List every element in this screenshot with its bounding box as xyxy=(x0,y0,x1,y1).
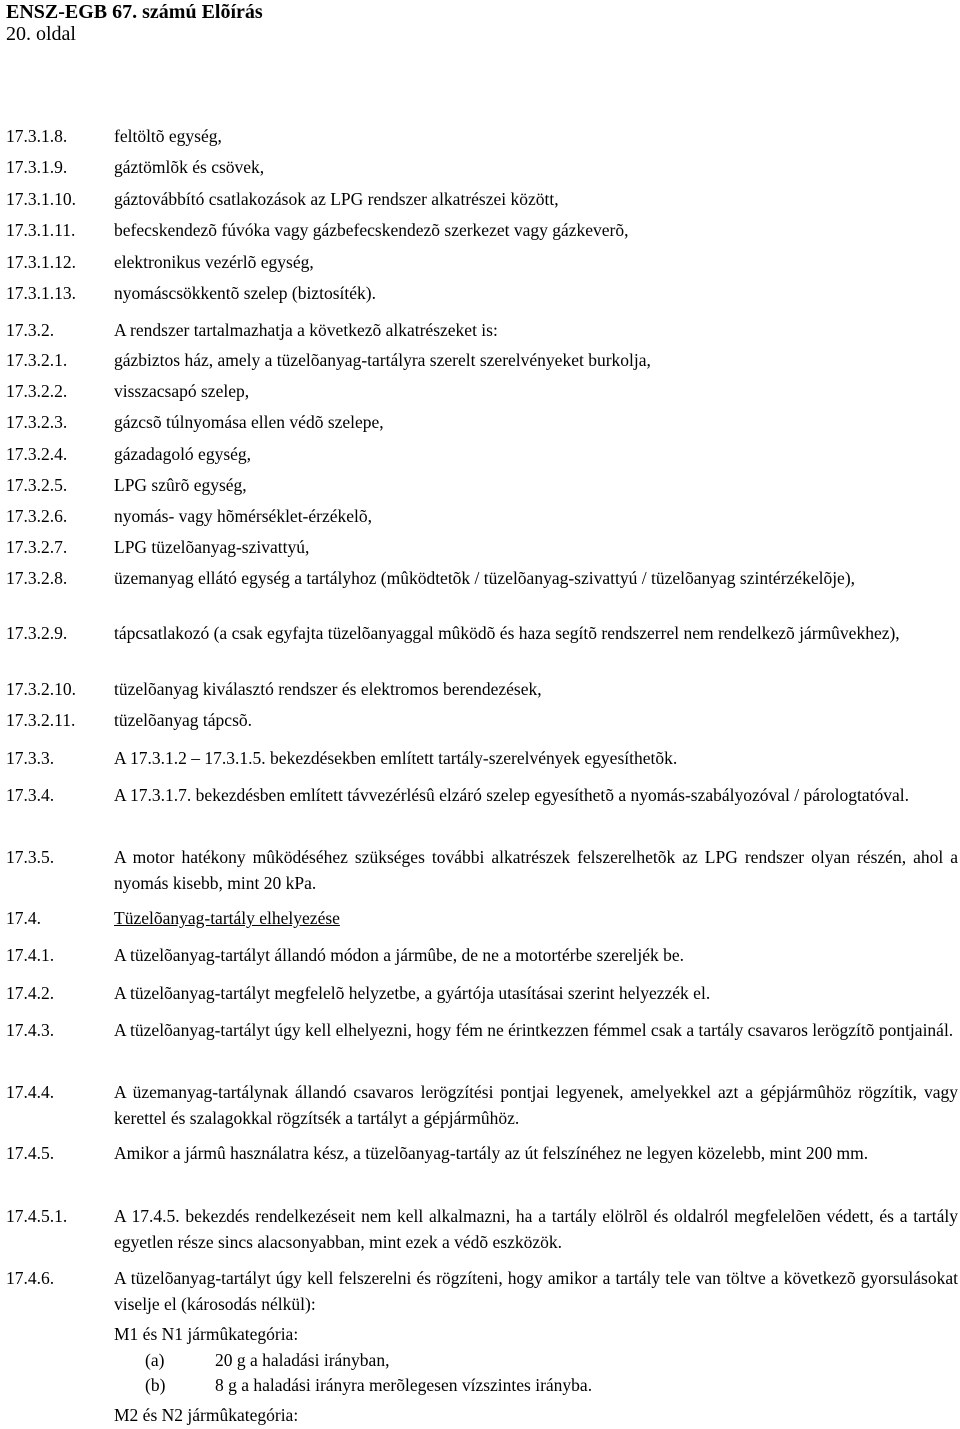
item-number: 17.3.1.9. xyxy=(6,157,68,177)
item-number: 17.4.1. xyxy=(6,945,55,965)
item-text: A 17.4.5. bekezdés rendelkezéseit nem kell alkalmazni, ha a tartály elölrõl és oldalról megfelelõen védett, és a tartály egyetlen része sincs alacsonyabban, mint ezek a védõ eszközök. xyxy=(114,1206,958,1252)
item-number: 17.3.1.10. xyxy=(6,189,76,209)
item-text: A rendszer tartalmazhatja a következõ alkatrészeket is: xyxy=(114,320,498,340)
sub-item-text: 8 g a haladási irányra merõlegesen vízszintes irányba. xyxy=(215,1375,593,1395)
item-number: 17.3.5. xyxy=(6,847,55,867)
item-text: visszacsapó szelep, xyxy=(114,381,250,401)
item-text: üzemanyag ellátó egység a tartályhoz (mûködtetõk / tüzelõanyag-szivattyú / tüzelõanyag szintérzékelõje), xyxy=(114,568,856,588)
section-title: Tüzelõanyag-tartály elhelyezése xyxy=(114,908,340,928)
item-number: 17.3.2.10. xyxy=(6,679,76,699)
item-text: gáztömlõk és csövek, xyxy=(114,157,265,177)
item-number: 17.4.6. xyxy=(6,1268,55,1288)
item-text: befecskendezõ fúvóka vagy gázbefecskendezõ szerkezet vagy gázkeverõ, xyxy=(114,220,629,240)
item-number: 17.4.2. xyxy=(6,983,55,1003)
item-number: 17.3.2.8. xyxy=(6,568,68,588)
item-text: tüzelõanyag kiválasztó rendszer és elektromos berendezések, xyxy=(114,679,542,699)
item-text: gázbiztos ház, amely a tüzelõanyag-tartályra szerelt szerelvényeket burkolja, xyxy=(114,350,651,370)
item-text: gázcsõ túlnyomása ellen védõ szelepe, xyxy=(114,412,384,432)
item-number: 17.3.1.12. xyxy=(6,252,76,272)
item-number: 17.3.2.9. xyxy=(6,623,68,643)
item-text: feltöltõ egység, xyxy=(114,126,222,146)
item-number: 17.3.2.7. xyxy=(6,537,68,557)
document-title: ENSZ-EGB 67. számú Elõírás xyxy=(6,1,263,23)
item-number: 17.3.2.3. xyxy=(6,412,68,432)
item-text: tápcsatlakozó (a csak egyfajta tüzelõanyaggal mûködõ és haza segítõ rendszerrel nem rendelkezõ jármûvekhez), xyxy=(114,623,900,643)
sub-item-label: (b) xyxy=(145,1375,166,1395)
item-number: 17.3.1.8. xyxy=(6,126,68,146)
item-number: 17.3.3. xyxy=(6,748,55,768)
item-number: 17.3.2.2. xyxy=(6,381,68,401)
item-number: 17.3.2.1. xyxy=(6,350,68,370)
item-text: nyomás- vagy hõmérséklet-érzékelõ, xyxy=(114,506,373,526)
item-text: A tüzelõanyag-tartályt állandó módon a jármûbe, de ne a motortérbe szereljék be. xyxy=(114,945,684,965)
item-number: 17.4.4. xyxy=(6,1082,55,1102)
item-number: 17.4.5.1. xyxy=(6,1206,68,1226)
item-number: 17.3.1.11. xyxy=(6,220,76,240)
item-text: A motor hatékony mûködéséhez szükséges további alkatrészek felszerelhetõk az LPG rendszer olyan részén, ahol a nyomás kisebb, mint 20 kPa. xyxy=(114,847,958,893)
page-number: 20. oldal xyxy=(6,23,76,45)
item-text: LPG szûrõ egység, xyxy=(114,475,247,495)
item-text: A tüzelõanyag-tartályt úgy kell felszerelni és rögzíteni, hogy amikor a tartály tele van töltve a következõ gyorsulásokat viselje el (károsodás nélkül): xyxy=(114,1268,958,1314)
item-text: A 17.3.1.2 – 17.3.1.5. bekezdésekben említett tartály-szerelvények egyesíthetõk. xyxy=(114,748,678,768)
item-number: 17.3.2.6. xyxy=(6,506,68,526)
item-text: gáztovábbító csatlakozások az LPG rendszer alkatrészei között, xyxy=(114,189,559,209)
item-number: 17.3.2. xyxy=(6,320,55,340)
item-text: A üzemanyag-tartálynak állandó csavaros lerögzítési pontjai legyenek, amelyekkel azt a gépjármûhöz rögzítik, vagy kerettel és szalagokkal rögzítsék a tartályt a gépjármûhöz. xyxy=(114,1082,958,1128)
item-text: tüzelõanyag tápcsõ. xyxy=(114,710,253,730)
item-number: 17.4.3. xyxy=(6,1020,55,1040)
item-text: A 17.3.1.7. bekezdésben említett távvezérlésû elzáró szelep egyesíthetõ a nyomás-szabályozóval / párologtatóval. xyxy=(114,785,909,805)
item-text: Amikor a jármû használatra kész, a tüzelõanyag-tartály az út felszínéhez ne legyen közelebb, mint 200 mm. xyxy=(114,1143,869,1163)
category-heading-m1-n1: M1 és N1 jármûkategória: xyxy=(114,1324,299,1344)
item-text: gázadagoló egység, xyxy=(114,444,252,464)
item-text: LPG tüzelõanyag-szivattyú, xyxy=(114,537,310,557)
item-text: A tüzelõanyag-tartályt úgy kell elhelyezni, hogy fém ne érintkezzen fémmel csak a tartály csavaros lerögzítõ pontjainál. xyxy=(114,1020,954,1040)
item-text: A tüzelõanyag-tartályt megfelelõ helyzetbe, a gyártója utasításai szerint helyezzék el. xyxy=(114,983,711,1003)
item-number: 17.3.1.13. xyxy=(6,283,76,303)
item-number: 17.3.4. xyxy=(6,785,55,805)
item-number: 17.3.2.11. xyxy=(6,710,76,730)
category-heading-m2-n2: M2 és N2 jármûkategória: xyxy=(114,1405,299,1425)
item-number: 17.4.5. xyxy=(6,1143,55,1163)
item-text: elektronikus vezérlõ egység, xyxy=(114,252,314,272)
item-number: 17.3.2.4. xyxy=(6,444,68,464)
sub-item-text: 20 g a haladási irányban, xyxy=(215,1350,390,1370)
item-text: nyomáscsökkentõ szelep (biztosíték). xyxy=(114,283,376,303)
item-number: 17.3.2.5. xyxy=(6,475,68,495)
sub-item-label: (a) xyxy=(145,1350,165,1370)
section-number: 17.4. xyxy=(6,908,41,928)
